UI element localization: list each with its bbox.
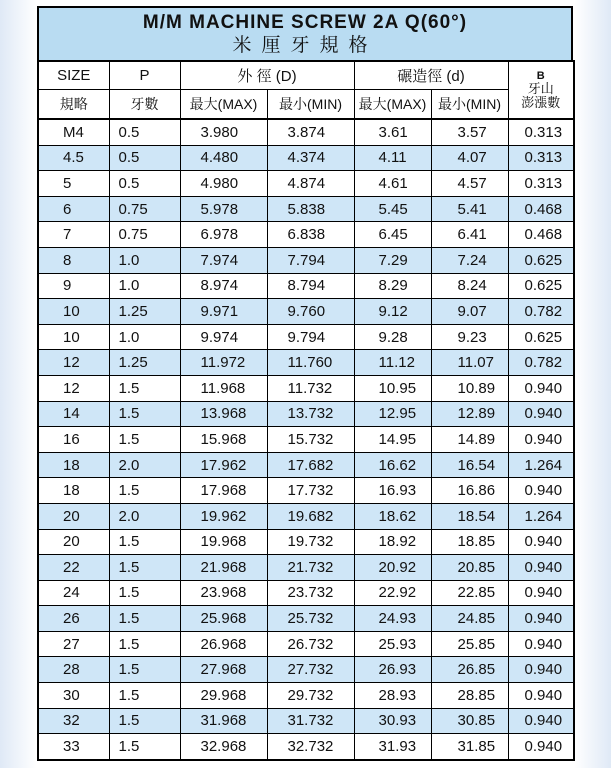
root-max-cell: 3.61 — [354, 119, 431, 145]
pitch-cell: 1.5 — [109, 555, 180, 581]
header-root-min: 最小(MIN) — [431, 90, 508, 120]
b-value-cell: 0.940 — [508, 708, 574, 734]
table-row — [38, 145, 574, 171]
size-cell: 18 — [38, 452, 109, 478]
root-max-cell: 11.12 — [354, 350, 431, 376]
table-row — [38, 503, 574, 529]
outer-max-cell: 19.968 — [180, 529, 267, 555]
pitch-cell: 1.25 — [109, 299, 180, 325]
header-root-max: 最大(MAX) — [354, 90, 431, 120]
outer-max-cell: 29.968 — [180, 683, 267, 709]
b-value-cell: 0.468 — [508, 196, 574, 222]
table-row — [38, 427, 574, 453]
size-cell: 4.5 — [38, 145, 109, 171]
pitch-cell: 1.0 — [109, 273, 180, 299]
pitch-cell: 0.75 — [109, 222, 180, 248]
pitch-cell: 1.25 — [109, 350, 180, 376]
size-cell: 5 — [38, 171, 109, 197]
table-row — [38, 555, 574, 581]
pitch-cell: 0.5 — [109, 171, 180, 197]
size-cell: 33 — [38, 734, 109, 760]
size-cell: 20 — [38, 529, 109, 555]
root-max-cell: 25.93 — [354, 631, 431, 657]
outer-max-cell: 7.974 — [180, 247, 267, 273]
outer-max-cell: 17.962 — [180, 452, 267, 478]
size-cell: 9 — [38, 273, 109, 299]
outer-min-cell: 17.682 — [267, 452, 354, 478]
table-row — [38, 273, 574, 299]
outer-min-cell: 5.838 — [267, 196, 354, 222]
b-value-cell: 0.625 — [508, 324, 574, 350]
outer-min-cell: 26.732 — [267, 631, 354, 657]
table-row — [38, 119, 574, 145]
outer-max-cell: 6.978 — [180, 222, 267, 248]
outer-min-cell: 9.760 — [267, 299, 354, 325]
table-row — [38, 734, 574, 760]
b-value-cell: 0.940 — [508, 657, 574, 683]
header-b-letter: B — [536, 70, 545, 82]
root-min-cell: 8.24 — [431, 273, 508, 299]
outer-max-cell: 3.980 — [180, 119, 267, 145]
outer-max-cell: 21.968 — [180, 555, 267, 581]
b-value-cell: 0.625 — [508, 273, 574, 299]
root-min-cell: 5.41 — [431, 196, 508, 222]
header-thread-count: 牙數 — [109, 90, 180, 120]
pitch-cell: 1.5 — [109, 631, 180, 657]
b-value-cell: 0.940 — [508, 529, 574, 555]
root-min-cell: 16.54 — [431, 452, 508, 478]
table-row — [38, 247, 574, 273]
size-cell: 6 — [38, 196, 109, 222]
outer-min-cell: 19.732 — [267, 529, 354, 555]
outer-max-cell: 8.974 — [180, 273, 267, 299]
size-cell: 26 — [38, 606, 109, 632]
outer-min-cell: 29.732 — [267, 683, 354, 709]
table-row — [38, 606, 574, 632]
table-row — [38, 580, 574, 606]
table-row — [38, 196, 574, 222]
header-spec: 規略 — [38, 90, 109, 120]
root-max-cell: 6.45 — [354, 222, 431, 248]
size-cell: 22 — [38, 555, 109, 581]
pitch-cell: 1.0 — [109, 324, 180, 350]
root-min-cell: 25.85 — [431, 631, 508, 657]
table-header — [38, 61, 574, 119]
root-max-cell: 4.61 — [354, 171, 431, 197]
table-row — [38, 657, 574, 683]
table-row — [38, 708, 574, 734]
b-value-cell: 0.940 — [508, 555, 574, 581]
outer-max-cell: 11.968 — [180, 375, 267, 401]
root-max-cell: 18.92 — [354, 529, 431, 555]
root-min-cell: 14.89 — [431, 427, 508, 453]
outer-min-cell: 19.682 — [267, 503, 354, 529]
root-min-cell: 16.86 — [431, 478, 508, 504]
b-value-cell: 0.625 — [508, 247, 574, 273]
outer-max-cell: 15.968 — [180, 427, 267, 453]
pitch-cell: 0.5 — [109, 119, 180, 145]
root-min-cell: 7.24 — [431, 247, 508, 273]
outer-min-cell: 7.794 — [267, 247, 354, 273]
b-value-cell: 0.313 — [508, 145, 574, 171]
pitch-cell: 0.5 — [109, 145, 180, 171]
pitch-cell: 1.5 — [109, 478, 180, 504]
pitch-cell: 1.5 — [109, 427, 180, 453]
header-b-text2: 澎漲數 — [521, 95, 561, 110]
root-max-cell: 28.93 — [354, 683, 431, 709]
root-min-cell: 12.89 — [431, 401, 508, 427]
header-b-expansion — [508, 61, 574, 119]
b-value-cell: 0.940 — [508, 683, 574, 709]
root-min-cell: 4.07 — [431, 145, 508, 171]
root-min-cell: 9.07 — [431, 299, 508, 325]
header-pitch-p: P — [109, 61, 180, 90]
root-min-cell: 3.57 — [431, 119, 508, 145]
root-max-cell: 24.93 — [354, 606, 431, 632]
pitch-cell: 1.5 — [109, 580, 180, 606]
outer-min-cell: 11.732 — [267, 375, 354, 401]
b-value-cell: 0.468 — [508, 222, 574, 248]
outer-max-cell: 5.978 — [180, 196, 267, 222]
root-max-cell: 9.28 — [354, 324, 431, 350]
table-row — [38, 171, 574, 197]
header-outer-diameter: 外 徑 (D) — [180, 61, 354, 90]
root-max-cell: 4.11 — [354, 145, 431, 171]
header-outer-min: 最小(MIN) — [267, 90, 354, 120]
table-row — [38, 299, 574, 325]
root-min-cell: 31.85 — [431, 734, 508, 760]
pitch-cell: 1.5 — [109, 375, 180, 401]
outer-min-cell: 25.732 — [267, 606, 354, 632]
table-row — [38, 350, 574, 376]
outer-max-cell: 4.980 — [180, 171, 267, 197]
spec-sheet — [37, 6, 573, 761]
b-value-cell: 0.940 — [508, 375, 574, 401]
size-cell: 16 — [38, 427, 109, 453]
root-max-cell: 14.95 — [354, 427, 431, 453]
pitch-cell: 1.5 — [109, 529, 180, 555]
b-value-cell: 0.313 — [508, 119, 574, 145]
pitch-cell: 0.75 — [109, 196, 180, 222]
b-value-cell: 0.782 — [508, 299, 574, 325]
table-row — [38, 401, 574, 427]
table-row — [38, 631, 574, 657]
root-max-cell: 18.62 — [354, 503, 431, 529]
size-cell: 7 — [38, 222, 109, 248]
outer-min-cell: 23.732 — [267, 580, 354, 606]
screw-spec-table — [37, 60, 575, 761]
b-value-cell: 0.940 — [508, 478, 574, 504]
size-cell: 14 — [38, 401, 109, 427]
root-min-cell: 26.85 — [431, 657, 508, 683]
title-banner — [37, 6, 573, 60]
table-body — [38, 119, 574, 760]
root-min-cell: 28.85 — [431, 683, 508, 709]
pitch-cell: 2.0 — [109, 503, 180, 529]
pitch-cell: 1.5 — [109, 683, 180, 709]
size-cell: 24 — [38, 580, 109, 606]
outer-min-cell: 31.732 — [267, 708, 354, 734]
root-max-cell: 9.12 — [354, 299, 431, 325]
pitch-cell: 1.0 — [109, 247, 180, 273]
b-value-cell: 0.940 — [508, 631, 574, 657]
outer-max-cell: 17.968 — [180, 478, 267, 504]
size-cell: 30 — [38, 683, 109, 709]
outer-min-cell: 32.732 — [267, 734, 354, 760]
outer-min-cell: 17.732 — [267, 478, 354, 504]
table-row — [38, 222, 574, 248]
outer-min-cell: 11.760 — [267, 350, 354, 376]
root-min-cell: 9.23 — [431, 324, 508, 350]
outer-min-cell: 8.794 — [267, 273, 354, 299]
header-size: SIZE — [38, 61, 109, 90]
size-cell: 12 — [38, 350, 109, 376]
pitch-cell: 1.5 — [109, 734, 180, 760]
outer-min-cell: 21.732 — [267, 555, 354, 581]
header-b-text1: 牙山 — [527, 81, 554, 96]
size-cell: 32 — [38, 708, 109, 734]
root-min-cell: 11.07 — [431, 350, 508, 376]
outer-max-cell: 19.962 — [180, 503, 267, 529]
root-max-cell: 12.95 — [354, 401, 431, 427]
root-max-cell: 8.29 — [354, 273, 431, 299]
table-row — [38, 683, 574, 709]
outer-max-cell: 26.968 — [180, 631, 267, 657]
size-cell: 27 — [38, 631, 109, 657]
root-min-cell: 30.85 — [431, 708, 508, 734]
title-english: M/M MACHINE SCREW 2A Q(60°) — [142, 12, 468, 33]
pitch-cell: 1.5 — [109, 401, 180, 427]
root-max-cell: 7.29 — [354, 247, 431, 273]
root-max-cell: 30.93 — [354, 708, 431, 734]
outer-max-cell: 9.974 — [180, 324, 267, 350]
outer-max-cell: 4.480 — [180, 145, 267, 171]
table-row — [38, 452, 574, 478]
root-min-cell: 10.89 — [431, 375, 508, 401]
outer-min-cell: 27.732 — [267, 657, 354, 683]
root-max-cell: 26.93 — [354, 657, 431, 683]
outer-max-cell: 9.971 — [180, 299, 267, 325]
outer-min-cell: 3.874 — [267, 119, 354, 145]
b-value-cell: 0.940 — [508, 734, 574, 760]
pitch-cell: 1.5 — [109, 657, 180, 683]
outer-min-cell: 4.874 — [267, 171, 354, 197]
root-min-cell: 18.85 — [431, 529, 508, 555]
b-value-cell: 0.782 — [508, 350, 574, 376]
header-outer-max: 最大(MAX) — [180, 90, 267, 120]
size-cell: 20 — [38, 503, 109, 529]
b-value-cell: 1.264 — [508, 503, 574, 529]
outer-max-cell: 32.968 — [180, 734, 267, 760]
size-cell: M4 — [38, 119, 109, 145]
size-cell: 18 — [38, 478, 109, 504]
root-max-cell: 5.45 — [354, 196, 431, 222]
root-max-cell: 22.92 — [354, 580, 431, 606]
root-min-cell: 22.85 — [431, 580, 508, 606]
root-min-cell: 4.57 — [431, 171, 508, 197]
outer-max-cell: 25.968 — [180, 606, 267, 632]
outer-min-cell: 6.838 — [267, 222, 354, 248]
size-cell: 8 — [38, 247, 109, 273]
pitch-cell: 1.5 — [109, 708, 180, 734]
outer-min-cell: 13.732 — [267, 401, 354, 427]
b-value-cell: 0.940 — [508, 606, 574, 632]
root-min-cell: 20.85 — [431, 555, 508, 581]
root-max-cell: 10.95 — [354, 375, 431, 401]
table-row — [38, 478, 574, 504]
outer-max-cell: 13.968 — [180, 401, 267, 427]
pitch-cell: 2.0 — [109, 452, 180, 478]
table-row — [38, 529, 574, 555]
size-cell: 12 — [38, 375, 109, 401]
outer-max-cell: 11.972 — [180, 350, 267, 376]
outer-min-cell: 9.794 — [267, 324, 354, 350]
root-min-cell: 18.54 — [431, 503, 508, 529]
pitch-cell: 1.5 — [109, 606, 180, 632]
b-value-cell: 0.940 — [508, 401, 574, 427]
b-value-cell: 0.313 — [508, 171, 574, 197]
size-cell: 10 — [38, 324, 109, 350]
b-value-cell: 0.940 — [508, 427, 574, 453]
title-chinese: 米厘牙規格 — [232, 35, 378, 56]
b-value-cell: 1.264 — [508, 452, 574, 478]
outer-min-cell: 4.374 — [267, 145, 354, 171]
size-cell: 28 — [38, 657, 109, 683]
root-min-cell: 24.85 — [431, 606, 508, 632]
root-max-cell: 31.93 — [354, 734, 431, 760]
table-row — [38, 324, 574, 350]
b-value-cell: 0.940 — [508, 580, 574, 606]
outer-max-cell: 23.968 — [180, 580, 267, 606]
header-root-diameter: 碾造徑 (d) — [354, 61, 508, 90]
root-min-cell: 6.41 — [431, 222, 508, 248]
table-row — [38, 375, 574, 401]
root-max-cell: 20.92 — [354, 555, 431, 581]
outer-min-cell: 15.732 — [267, 427, 354, 453]
root-max-cell: 16.62 — [354, 452, 431, 478]
root-max-cell: 16.93 — [354, 478, 431, 504]
outer-max-cell: 31.968 — [180, 708, 267, 734]
size-cell: 10 — [38, 299, 109, 325]
outer-max-cell: 27.968 — [180, 657, 267, 683]
